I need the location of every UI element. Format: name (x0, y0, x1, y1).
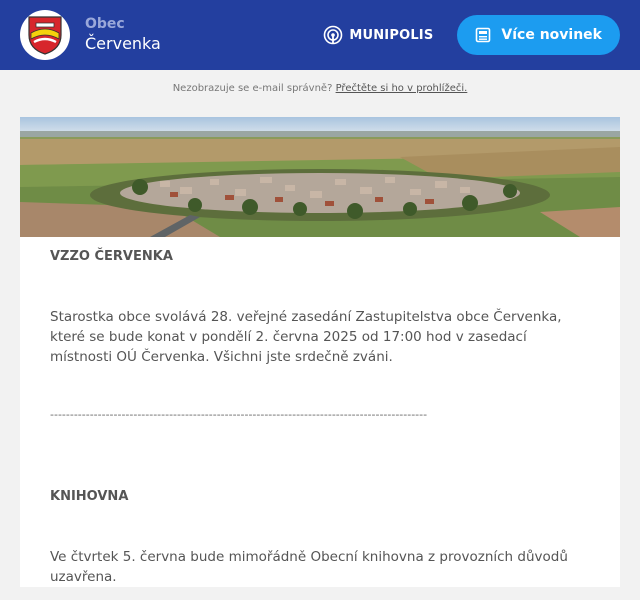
brand-name: MUNIPOLIS (349, 27, 434, 43)
town-label: Obec (85, 16, 125, 32)
section-divider: ----------------------------------------------------------------------------------------------- (50, 408, 428, 421)
header-bar (0, 0, 640, 70)
newsletter-card (20, 117, 620, 587)
town-title (85, 15, 161, 55)
preheader (0, 70, 640, 117)
town-name: Červenka (85, 34, 161, 53)
more-news-label: Více novinek (501, 27, 602, 43)
article-body: Ve čtvrtek 5. června bude mimořádně Obecní knihovna z provozních důvodů uzavřena. (50, 549, 568, 585)
view-in-browser-link[interactable]: Přečtěte si ho v prohlížeči. (335, 83, 468, 94)
preheader-text: Nezobrazuje se e-mail správně? (172, 83, 333, 94)
broadcast-icon (323, 25, 343, 45)
newsletter-content (20, 237, 620, 587)
munipolis-brand[interactable] (323, 25, 433, 45)
crest-icon (26, 15, 64, 55)
article-title: VZZO ČERVENKA (50, 249, 173, 264)
newspaper-icon (475, 27, 491, 43)
town-crest-logo[interactable] (20, 10, 70, 60)
more-news-button[interactable] (457, 15, 620, 55)
article-body: Starostka obce svolává 28. veřejné zasedání Zastupitelstva obce Červenka, které se bude konat v pondělí 2. června 2025 od 17:00 hod v zasedací místnosti OÚ Červenka. Všichni jste srdečně zváni. (50, 309, 562, 365)
village-aerial-banner (20, 117, 620, 237)
article-title: KNIHOVNA (50, 489, 129, 504)
